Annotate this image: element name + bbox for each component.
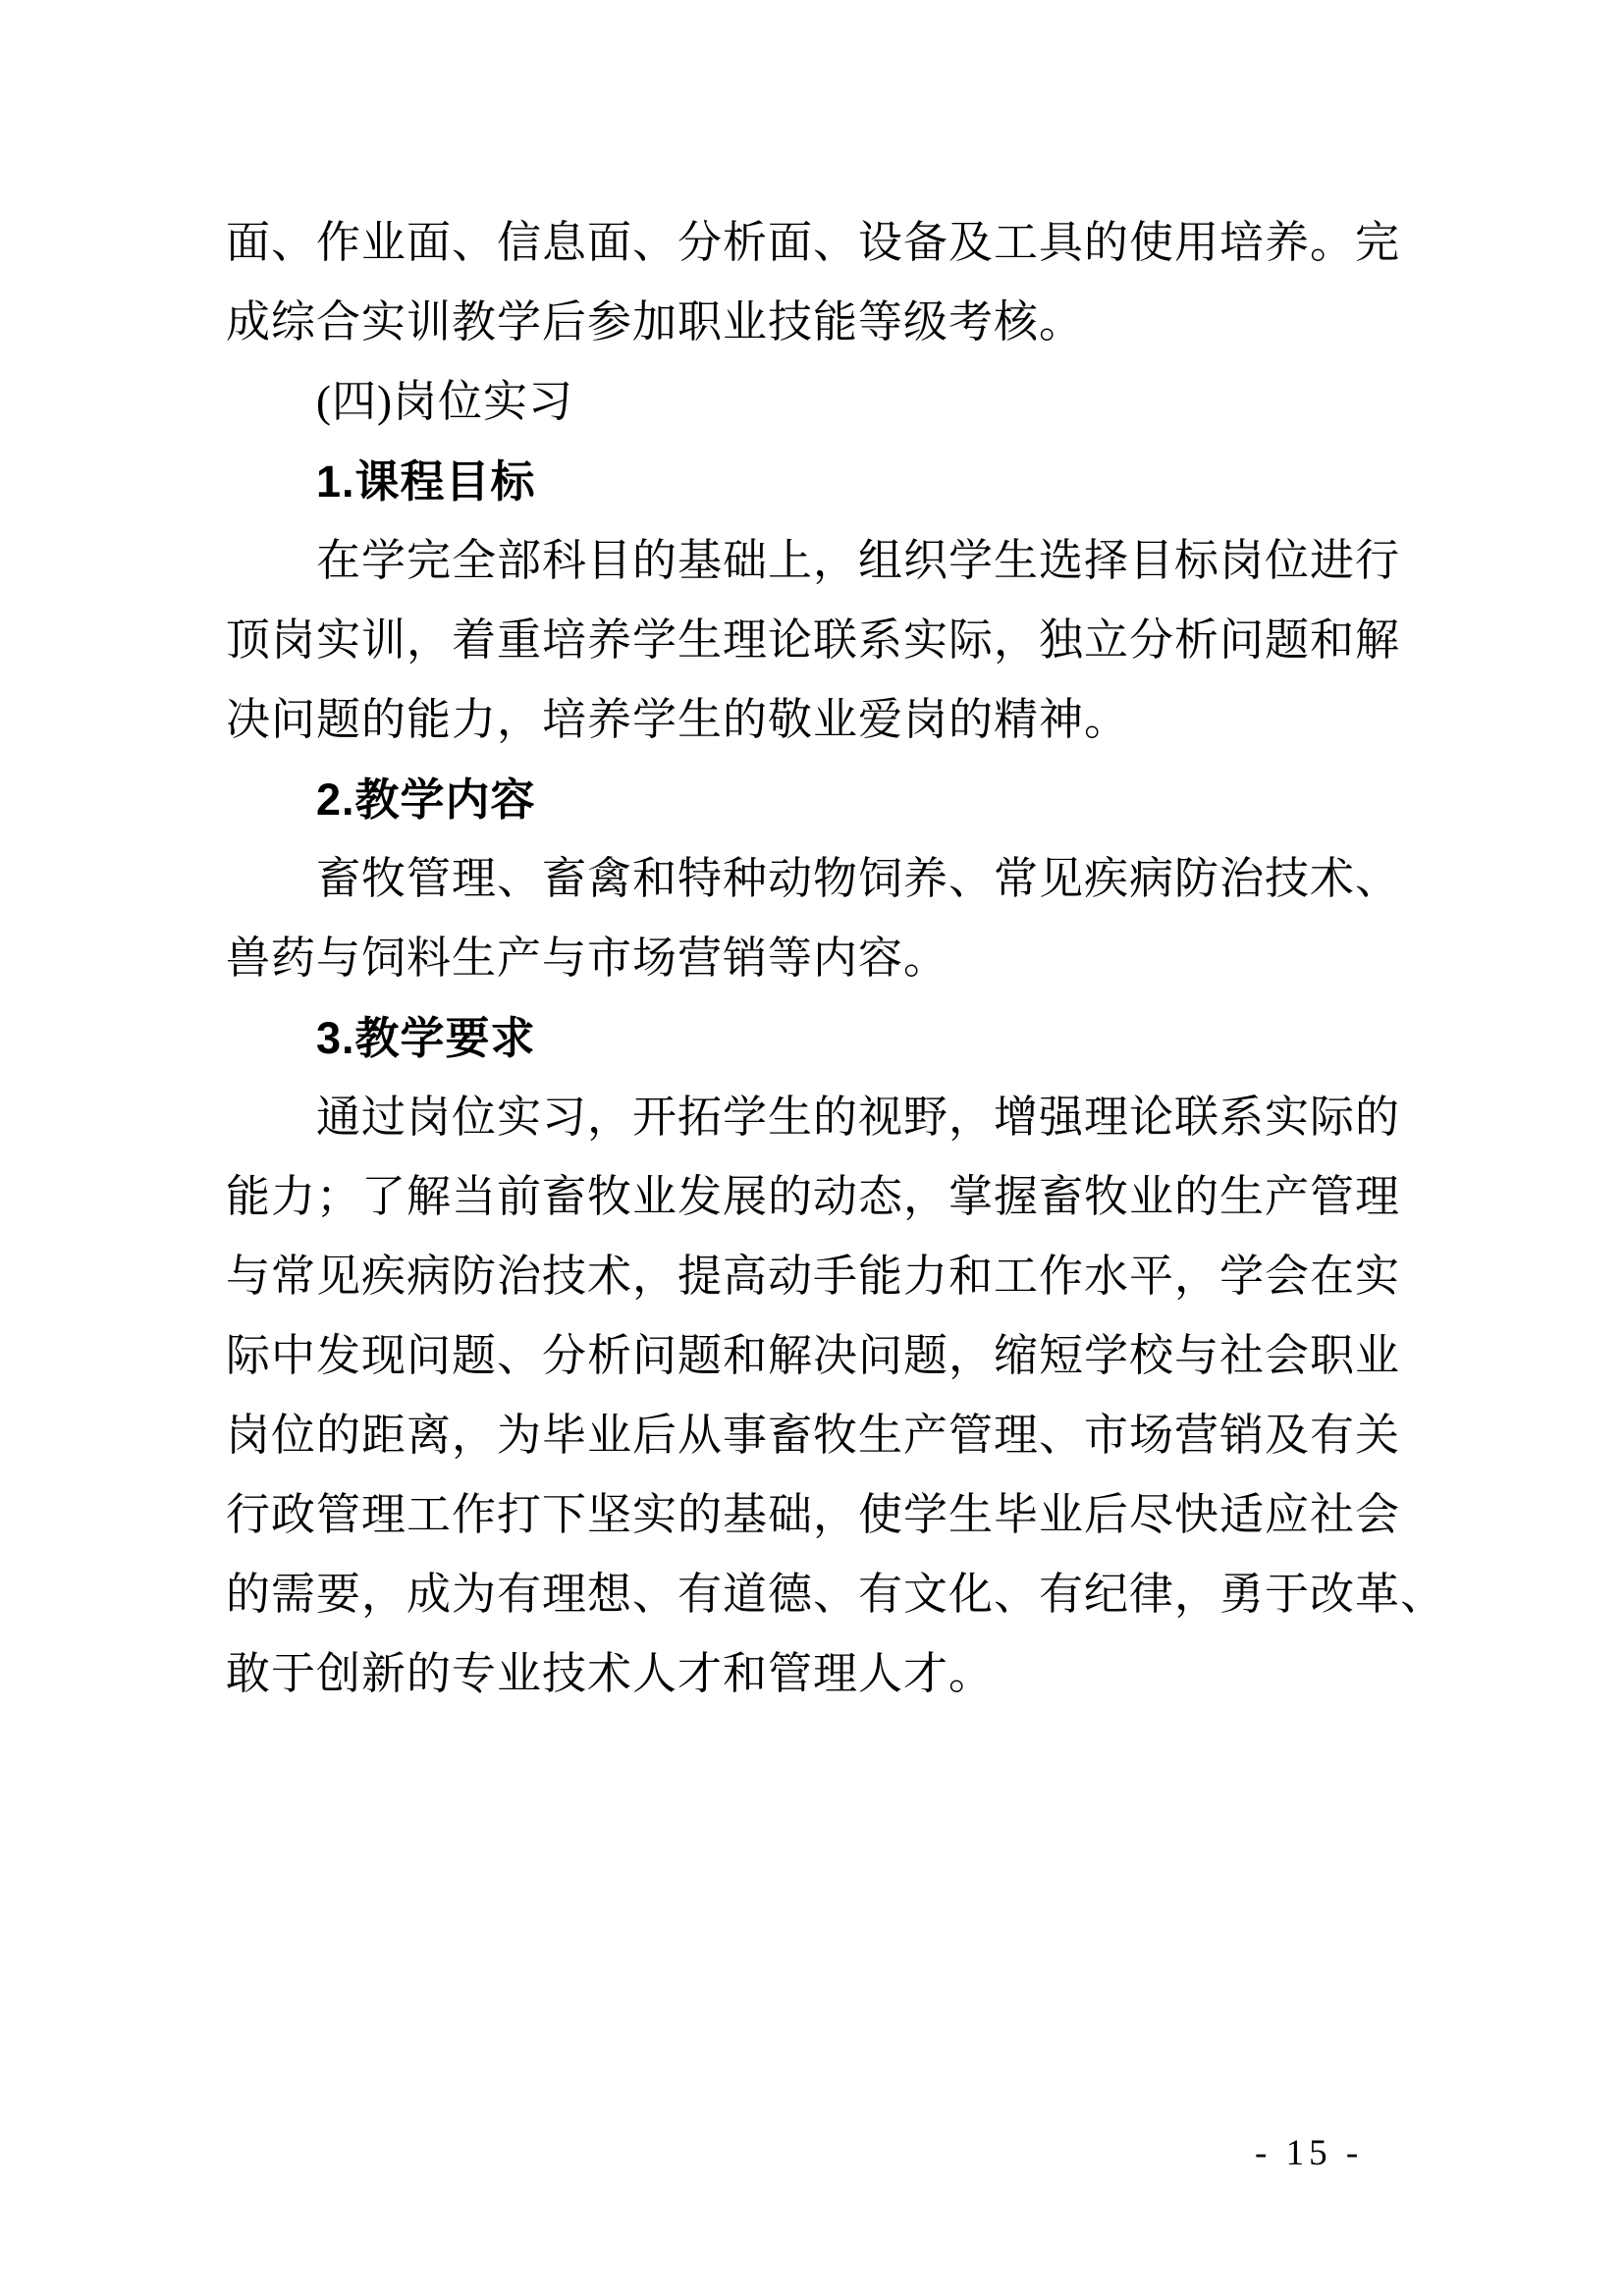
heading-teaching-requirements: 3.教学要求 [316, 1013, 536, 1063]
text-line: 岗位的距离，为毕业后从事畜牧生产管理、市场营销及有关 [226, 1411, 1401, 1460]
text-line: 与常见疾病防治技术，提高动手能力和工作水平，学会在实 [226, 1252, 1401, 1301]
text-line: 行政管理工作打下坚实的基础，使学生毕业后尽快适应社会 [226, 1490, 1401, 1539]
text-line: 顶岗实训，着重培养学生理论联系实际，独立分析问题和解 [226, 615, 1401, 665]
text-line: 兽药与饲料生产与市场营销等内容。 [226, 934, 949, 983]
text-line: 成综合实训教学后参加职业技能等级考核。 [226, 297, 1085, 347]
text-line: 的需要，成为有理想、有道德、有文化、有纪律，勇于改革、 [226, 1570, 1446, 1619]
text-line: 决问题的能力，培养学生的敬业爱岗的精神。 [226, 695, 1130, 744]
text-line: 能力；了解当前畜牧业发展的动态，掌握畜牧业的生产管理 [226, 1172, 1401, 1221]
text-line: 际中发现问题、分析问题和解决问题，缩短学校与社会职业 [226, 1331, 1401, 1380]
text-line: 敢于创新的专业技术人才和管理人才。 [226, 1649, 995, 1698]
subsection-title-post-internship: (四)岗位实习 [316, 377, 573, 426]
heading-course-objectives: 1.课程目标 [316, 456, 536, 507]
text-line: 面、作业面、信息面、分析面、设备及工具的使用培养。完 [226, 218, 1401, 267]
page-number: - 15 - [1255, 2133, 1364, 2173]
document-body [226, 203, 1446, 1714]
text-line: 通过岗位实习，开拓学生的视野，增强理论联系实际的 [316, 1093, 1401, 1142]
text-line: 畜牧管理、畜禽和特种动物饲养、常见疾病防治技术、 [316, 854, 1401, 903]
heading-teaching-content: 2.教学内容 [316, 774, 536, 825]
text-line: 在学完全部科目的基础上，组织学生选择目标岗位进行 [316, 536, 1401, 585]
